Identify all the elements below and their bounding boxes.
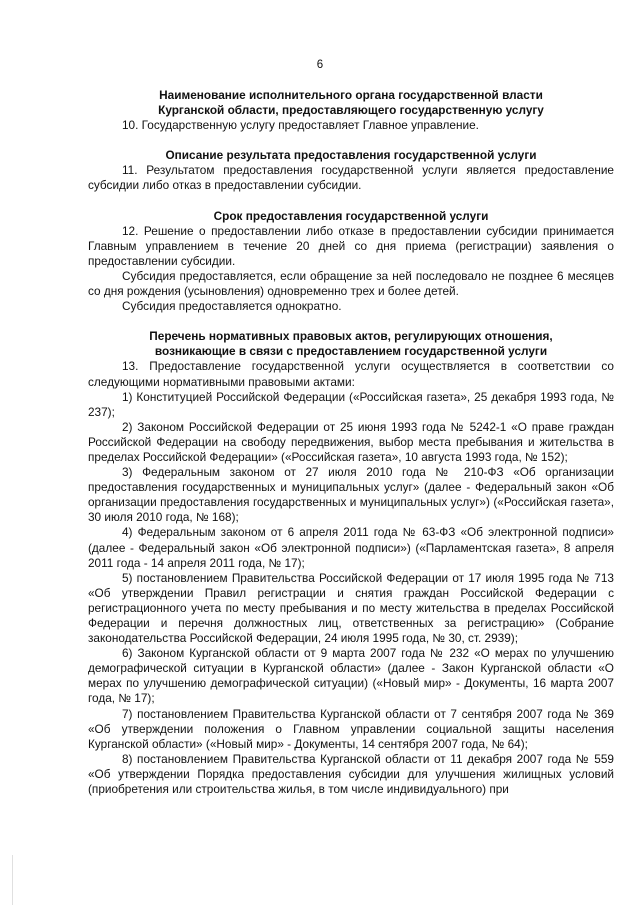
paragraph-12: 12. Решение о предоставлении либо отказе в предоставлении субсидии принимается Главным управлением в течение 20 дней со дня приема (регистрации) заявления о предоставлении субсидии. (88, 223, 614, 268)
section-heading-result: Описание результата предоставления государственной услуги (165, 148, 537, 163)
paragraph-13: 13. Предоставление государственной услуги осуществляется в соответствии со следующими нормативными правовыми актами: (88, 359, 614, 389)
section-heading-executive-body (88, 88, 614, 118)
section-heading-legal-acts (88, 329, 614, 359)
paragraph-11: 11. Результатом предоставления государственной услуги является предоставление субсидии либо отказ в предоставлении субсидии. (88, 163, 614, 193)
scan-edge-line (0, 855, 13, 905)
paragraph-10: 10. Государственную услугу предоставляет Главное управление. (122, 118, 479, 133)
list-item-4: 4) Федеральным законом от 6 апреля 2011 года № 63-ФЗ «Об электронной подписи» (далее - Федеральный закон «Об электронной подписи») («Парламентская газета», 8 апреля 2011 года - 14 апреля 2011 года, № 17); (88, 525, 614, 570)
list-item-6: 6) Законом Курганской области от 9 марта 2007 года № 232 «О мерах по улучшению демографической ситуации в Курганской области» (далее - Закон Курганской области «О мерах по улучшению демографической ситуации) («Новый мир» - Документы, 16 марта 2007 года, № 17); (88, 646, 614, 706)
page-number: 6 (316, 59, 324, 71)
heading-line: Наименование исполнительного органа государственной власти (159, 88, 543, 102)
paragraph-12-subsidy-deadline: Субсидия предоставляется, если обращение за ней последовало не позднее 6 месяцев со дня рождения (усыновления) одновременно трех и более детей. (88, 268, 614, 299)
paragraph-12-subsidy-once: Субсидия предоставляется однократно. (122, 299, 342, 314)
list-item-5: 5) постановлением Правительства Российской Федерации от 17 июля 1995 года № 713 «Об утверждении Правил регистрации и снятия граждан Российской Федерации с регистрационного учета по месту пребывания и по месту жительства в пределах Российской Федерации и перечня должностных лиц, ответственных за регистрацию» (Собрание законодательства Российской Федерации, 24 июля 1995 года, № 30, ст. 2939); (88, 570, 614, 646)
section-heading-term: Срок предоставления государственной услуги (213, 208, 489, 223)
document-body (88, 88, 614, 797)
heading-line: возникающие в связи с предоставлением государственной услуги (154, 344, 548, 359)
list-item-3: 3) Федеральным законом от 27 июля 2010 года № 210-ФЗ «Об организации предоставления государственных и муниципальных услуг» (далее - Федеральный закон «Об организации предоставления государственных и муниципальных услуг») («Российская газета», 30 июля 2010 года, № 168); (88, 465, 614, 525)
heading-line: Перечень нормативных правовых актов, регулирующих отношения, (149, 329, 553, 344)
list-item-1: 1) Конституцией Российской Федерации («Российская газета», 25 декабря 1993 года, № 237); (88, 389, 614, 419)
list-item-7: 7) постановлением Правительства Курганской области от 7 сентября 2007 года № 369 «Об утверждении положения о Главном управлении социальной защиты населения Курганской области» («Новый мир» - Документы, 14 сентября 2007 года, № 64); (88, 706, 614, 751)
list-item-2: 2) Законом Российской Федерации от 25 июня 1993 года № 5242-1 «О праве граждан Российской Федерации на свободу передвижения, выбор места пребывания и жительства в пределах Российской Федерации» («Российская газета», 10 августа 1993 года, № 152); (88, 419, 614, 464)
heading-line: Курганской области, предоставляющего государственную услугу (158, 103, 544, 118)
list-item-8: 8) постановлением Правительства Курганской области от 11 декабря 2007 года № 559 «Об утверждении Порядка предоставления субсидии для улучшения жилищных условий (приобретения или строительства жилья, в том числе индивидуального) при (88, 751, 614, 797)
